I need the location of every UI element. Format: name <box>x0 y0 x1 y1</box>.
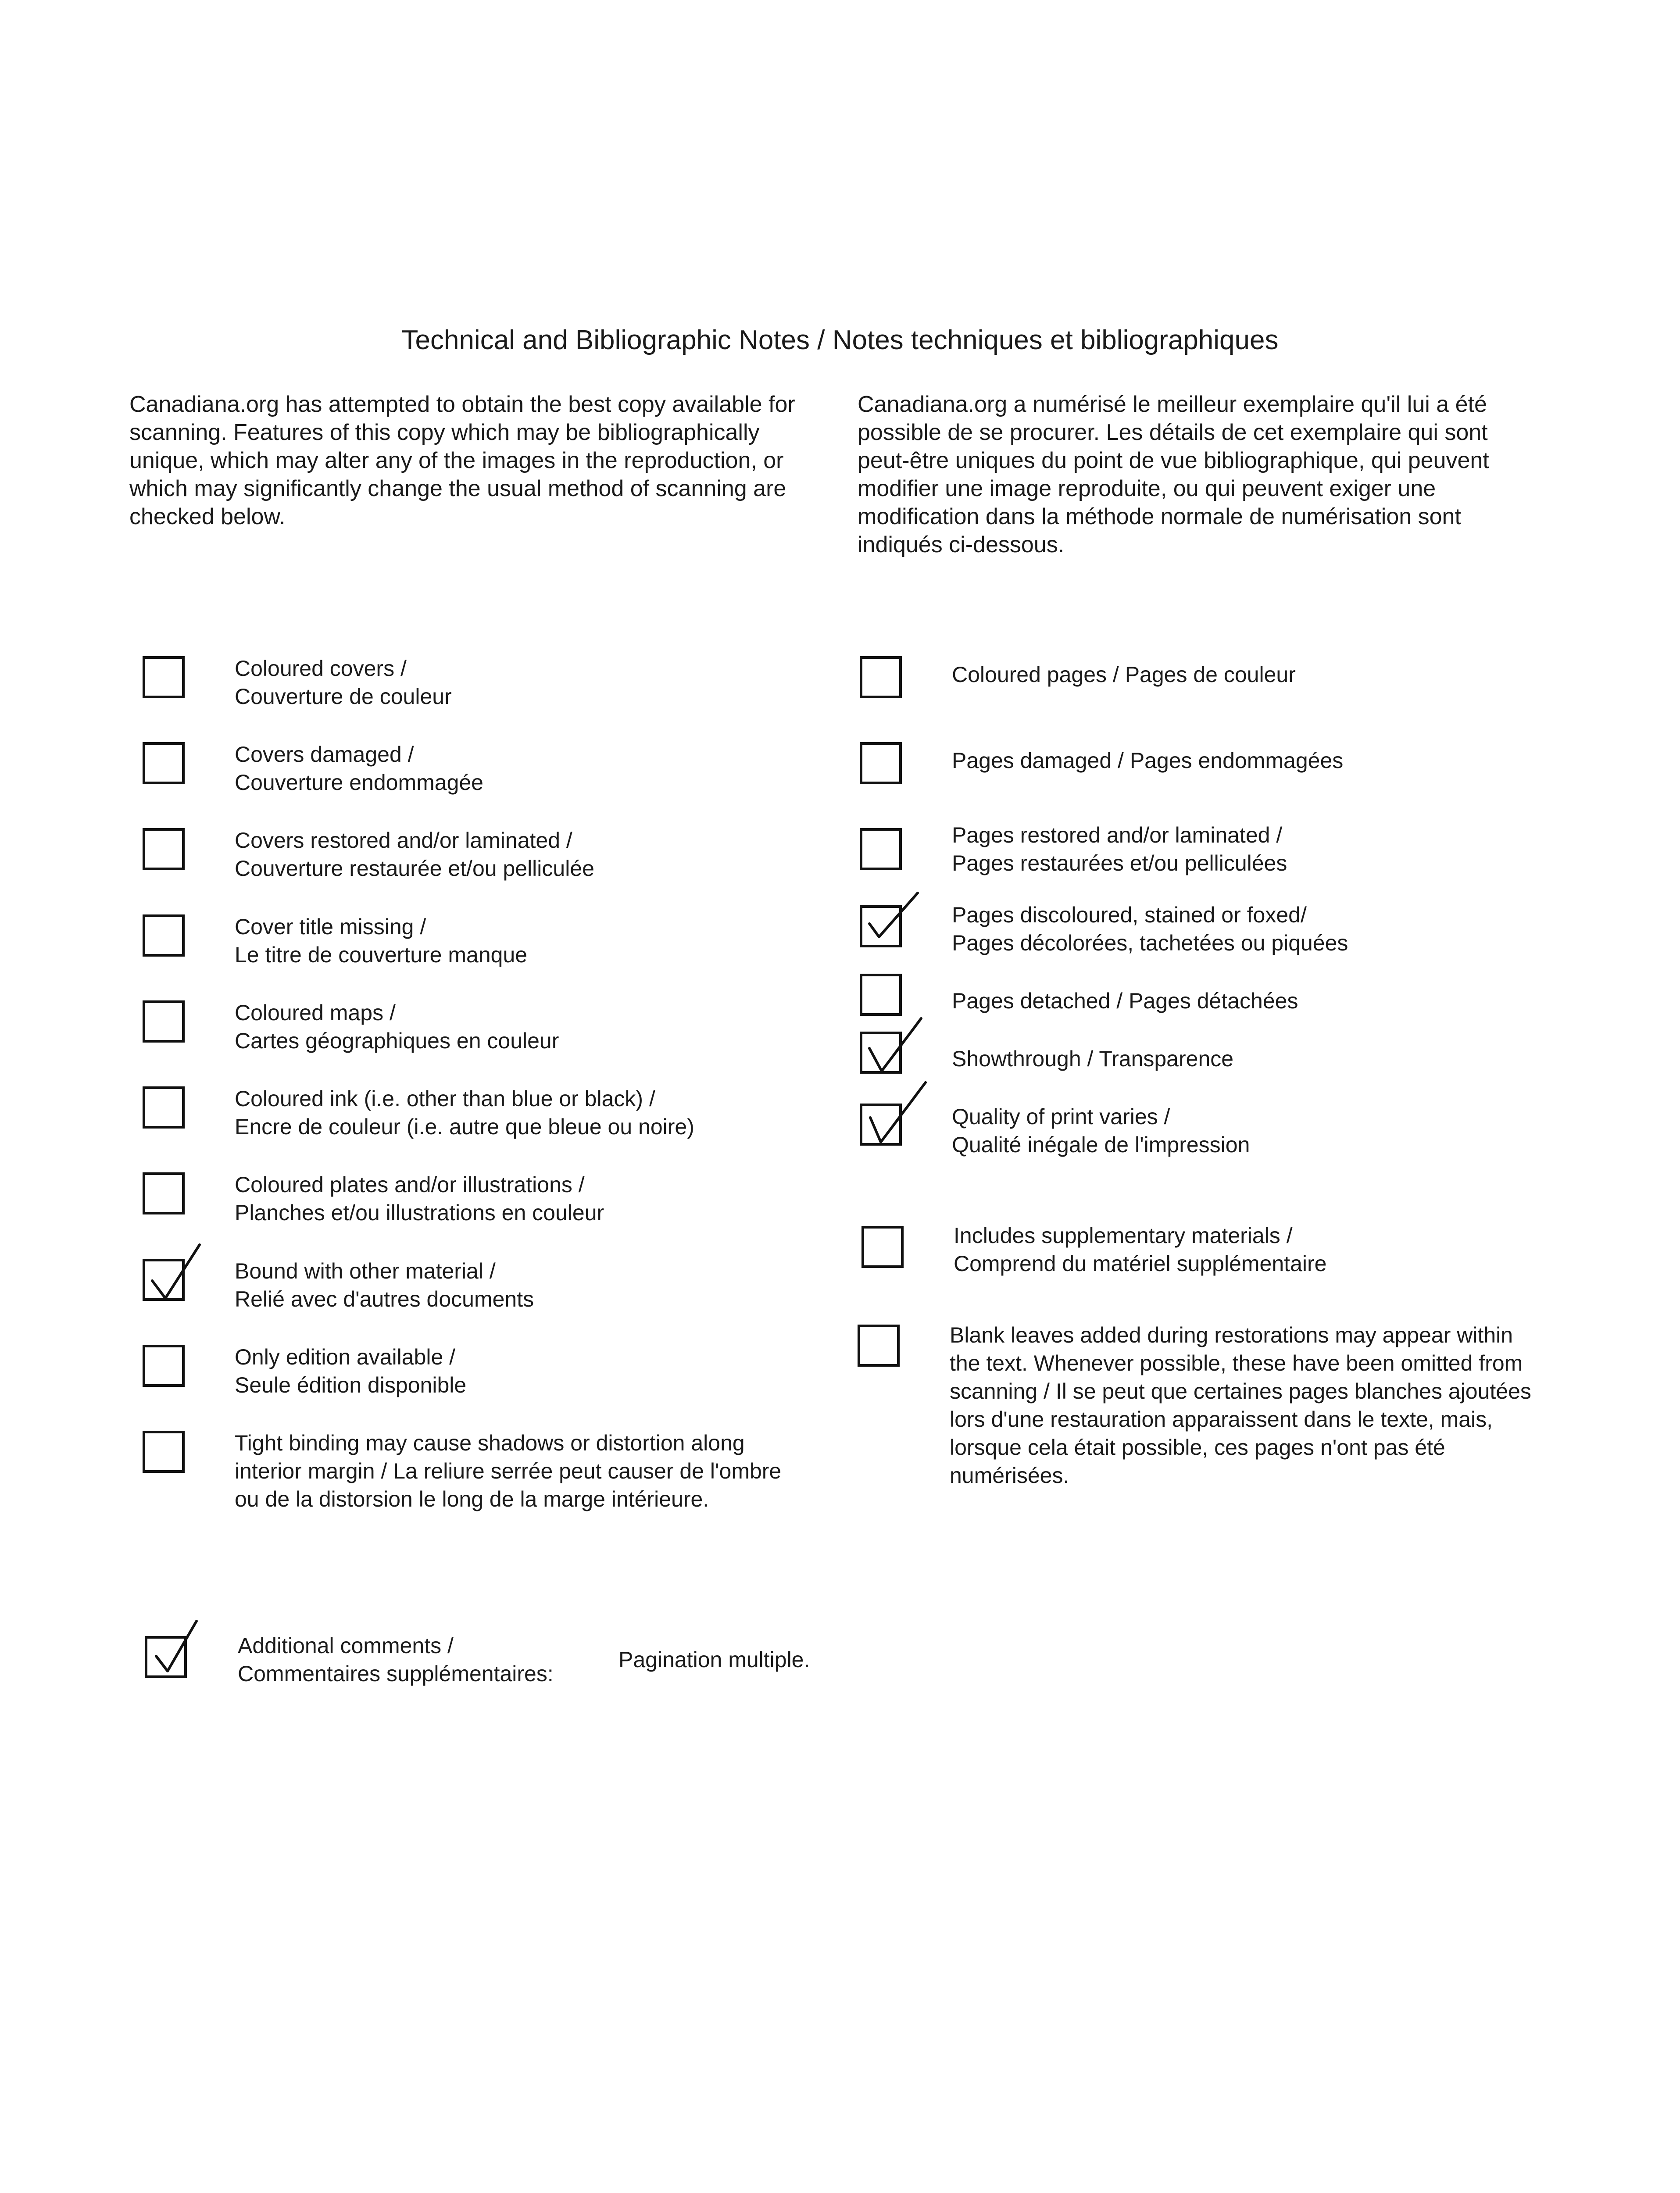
label-french: Couverture restaurée et/ou pelliculée <box>235 856 594 881</box>
label-english: Coloured maps / <box>235 1000 396 1025</box>
checkbox[interactable] <box>860 905 902 947</box>
label-english: Coloured ink (i.e. other than blue or black) / <box>235 1086 655 1111</box>
item-label <box>952 746 1610 775</box>
item-label <box>950 1321 1537 1489</box>
label-english: Pages restored and/or laminated / <box>952 823 1283 847</box>
checkbox[interactable] <box>143 656 185 698</box>
label-english: Quality of print varies / <box>952 1104 1170 1129</box>
label-english: Pages damaged / Pages endommagées <box>952 748 1344 773</box>
checkbox[interactable] <box>860 828 902 870</box>
item-label <box>235 1085 893 1141</box>
checkbox[interactable] <box>143 742 185 784</box>
additional-comments-value: Pagination multiple. <box>618 1647 810 1672</box>
label-text: Tight binding may cause shadows or distortion along interior margin / La reliure serrée peut causer de l'ombre ou de la distorsion le long de la marge intérieure. <box>235 1431 782 1511</box>
item-label <box>235 1429 787 1513</box>
check-mark-icon <box>143 1242 208 1308</box>
checkbox[interactable] <box>860 656 902 698</box>
label-french: Pages restaurées et/ou pelliculées <box>952 851 1287 875</box>
checkbox[interactable] <box>143 1086 185 1129</box>
label-english: Includes supplementary materials / <box>954 1223 1293 1248</box>
label-french: Couverture de couleur <box>235 684 452 709</box>
item-label <box>952 661 1610 689</box>
label-english: Coloured pages / Pages de couleur <box>952 662 1296 687</box>
checkbox[interactable] <box>143 828 185 870</box>
item-label <box>235 1171 893 1227</box>
page-title: Technical and Bibliographic Notes / Notes techniques et bibliographiques <box>401 325 1279 355</box>
checkbox[interactable] <box>143 1431 185 1473</box>
item-label <box>235 999 893 1055</box>
label-english: Only edition available / <box>235 1345 456 1369</box>
intro-english: Canadiana.org has attempted to obtain the best copy available for scanning. Features of this copy which may be bibliographically unique, which may alter any of the images in the reproduction, or which may significantly change the usual method of scanning are checked below. <box>129 392 795 529</box>
item-label <box>235 740 893 796</box>
check-mark-icon <box>860 1015 926 1081</box>
check-mark-icon <box>860 1087 926 1153</box>
intro-french: Canadiana.org a numérisé le meilleur exemplaire qu'il lui a été possible de se procurer. Les détails de cet exemplaire qui sont peut-être uniques du point de vue bibliographique, qui peuvent modifier une image reproduite, ou qui peuvent exiger une modification dans la méthode normale de numérisation sont indiqués ci-dessous. <box>858 392 1489 557</box>
checkbox[interactable] <box>145 1636 187 1678</box>
item-label <box>235 654 893 711</box>
checkbox[interactable] <box>858 1325 900 1367</box>
checkbox[interactable] <box>143 914 185 957</box>
item-label <box>954 1222 1612 1278</box>
item-label <box>952 821 1610 877</box>
checkbox[interactable] <box>143 1000 185 1043</box>
checkbox[interactable] <box>143 1345 185 1387</box>
label-french: Qualité inégale de l'impression <box>952 1132 1250 1157</box>
label-french: Cartes géographiques en couleur <box>235 1029 559 1053</box>
item-label <box>952 1103 1610 1159</box>
label-french: Commentaires supplémentaires: <box>238 1661 554 1686</box>
item-label <box>952 987 1610 1015</box>
label-english: Additional comments / <box>238 1633 454 1658</box>
label-french: Encre de couleur (i.e. autre que bleue ou noire) <box>235 1114 694 1139</box>
label-english: Coloured plates and/or illustrations / <box>235 1172 585 1197</box>
label-english: Cover title missing / <box>235 914 426 939</box>
label-french: Le titre de couverture manque <box>235 943 528 967</box>
label-english: Showthrough / Transparence <box>952 1046 1234 1071</box>
checkbox[interactable] <box>860 1104 902 1146</box>
checkbox[interactable] <box>860 974 902 1016</box>
item-label <box>235 1343 893 1399</box>
item-label <box>235 826 893 882</box>
label-english: Covers damaged / <box>235 742 414 767</box>
label-text: Blank leaves added during restorations may appear within the text. Whenever possible, these have been omitted from scanning / Il se peut que certaines pages blanches ajoutées lors d'une restauration apparaissent dans le texte, mais, lorsque cela était possible, ces pages n'ont pas été numérisées. <box>950 1323 1531 1488</box>
label-french: Relié avec d'autres documents <box>235 1287 534 1311</box>
label-french: Seule édition disponible <box>235 1373 467 1397</box>
checkbox[interactable] <box>860 1032 902 1074</box>
check-mark-icon <box>860 889 926 954</box>
label-french: Couverture endommagée <box>235 770 483 795</box>
item-label <box>952 901 1610 957</box>
label-english: Bound with other material / <box>235 1259 496 1283</box>
label-english: Pages discoloured, stained or foxed/ <box>952 903 1307 927</box>
item-label <box>952 1045 1610 1073</box>
label-french: Pages décolorées, tachetées ou piquées <box>952 931 1348 955</box>
check-mark-icon <box>145 1619 211 1685</box>
label-english: Coloured covers / <box>235 656 407 681</box>
label-english: Covers restored and/or laminated / <box>235 828 572 853</box>
checkbox[interactable] <box>143 1259 185 1301</box>
label-french: Comprend du matériel supplémentaire <box>954 1251 1327 1276</box>
item-label <box>235 913 893 969</box>
checkbox[interactable] <box>143 1172 185 1214</box>
checkbox[interactable] <box>861 1226 904 1268</box>
checkbox[interactable] <box>860 742 902 784</box>
item-label <box>235 1257 893 1313</box>
label-french: Planches et/ou illustrations en couleur <box>235 1200 604 1225</box>
label-english: Pages detached / Pages détachées <box>952 989 1298 1013</box>
